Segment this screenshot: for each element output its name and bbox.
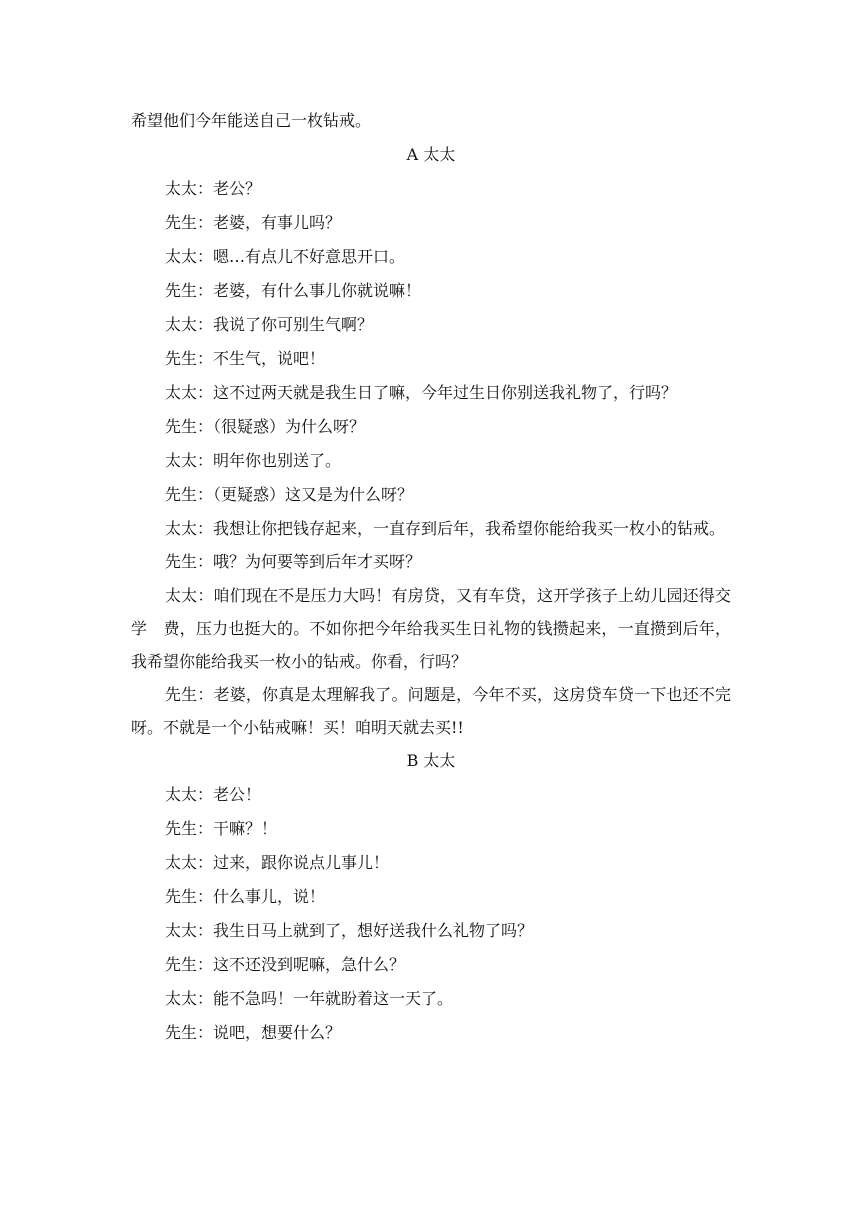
document-body: [131, 104, 731, 1050]
dialogue-line: 先生：（更疑惑）这又是为什么呀？: [165, 485, 414, 504]
dialogue-paragraph: 太太：我想让你把钱存起来，一直存到后年，我希望你能给我买一枚小的钻戒。: [165, 519, 726, 538]
dialogue-line: 先生：不生气，说吧！: [165, 349, 326, 368]
section-b-heading: B 太太: [406, 751, 456, 770]
section-a-heading: A 太太: [406, 145, 456, 164]
dialogue-line: 先生：说吧，想要什么？: [165, 1023, 342, 1042]
intro-line: 希望他们今年能送自己一枚钻戒。: [131, 111, 372, 130]
dialogue-line: 先生：什么事儿，说！: [165, 887, 326, 906]
dialogue-line: 太太：老公！: [165, 785, 262, 804]
dialogue-line: 先生：干嘛？！: [165, 819, 278, 838]
dialogue-line: 太太：我说了你可别生气啊？: [165, 315, 374, 334]
dialogue-line: 太太：明年你也别送了。: [165, 451, 342, 470]
dialogue-line: 太太：老公？: [165, 179, 262, 198]
dialogue-paragraph: 先生：老婆，你真是太理解我了。问题是，今年不买，这房贷车贷一下也还不完呀。不就是一个小钻戒嘛！买！咱明天就去买!!: [131, 685, 731, 737]
dialogue-line: 太太：这不过两天就是我生日了嘛，今年过生日你别送我礼物了，行吗？: [165, 383, 678, 402]
dialogue-line: 先生：老婆，有事儿吗？: [165, 213, 342, 232]
dialogue-line: 先生：（很疑惑）为什么呀？: [165, 417, 366, 436]
dialogue-line: 先生：老婆，有什么事儿你就说嘛！: [165, 281, 422, 300]
dialogue-line: 先生：哦？为何要等到后年才买呀？: [165, 552, 422, 571]
dialogue-line: 太太：我生日马上就到了，想好送我什么礼物了吗？: [165, 921, 534, 940]
dialogue-line: 太太：过来，跟你说点儿事儿！: [165, 853, 390, 872]
dialogue-line: 太太：嗯…有点儿不好意思开口。: [165, 247, 406, 266]
dialogue-line: 先生：这不还没到呢嘛，急什么？: [165, 955, 406, 974]
dialogue-line: 太太：能不急吗！一年就盼着这一天了。: [165, 989, 454, 1008]
dialogue-paragraph: 太太：咱们现在不是压力大吗！有房贷，又有车贷，这开学孩子上幼儿园还得交学 费，压力也挺大的。不如你把今年给我买生日礼物的钱攒起来，一直攒到后年，我希望你能给我买一枚小的钻戒。你看，行吗？: [131, 586, 731, 671]
